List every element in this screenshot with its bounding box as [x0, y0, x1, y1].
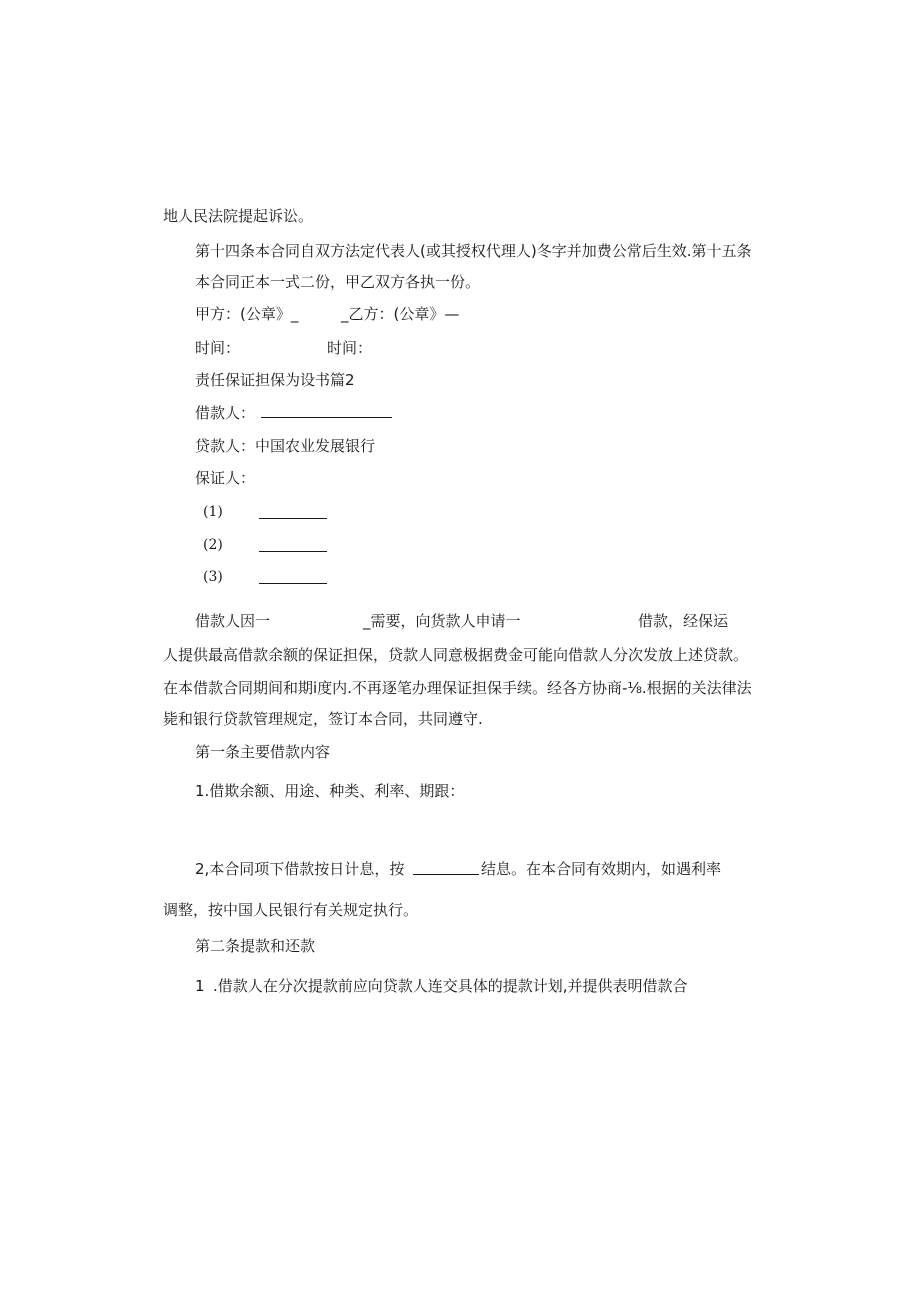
text-line-3: 本合同正本一式二份，甲乙双方各执一份。: [195, 273, 481, 291]
paragraph-line-2: 人提供最高借款余额的保证担保，贷款人同意极据费金可能向借款人分次发放上述贷款。: [163, 646, 749, 664]
guarantor-number-1: (1): [203, 504, 223, 520]
borrower-blank: [261, 403, 392, 418]
guarantor-blank-1: [259, 504, 327, 519]
article-1-item-2c: 调整，按中国人民银行有关规定执行。: [163, 901, 419, 919]
guarantor-number-3: (3): [203, 569, 223, 585]
borrower-label: 借款人：: [195, 404, 256, 422]
article-2-item-1-number: 1: [195, 977, 205, 995]
section-title: 责任保证担保为设书篇2: [195, 371, 355, 389]
interest-blank: [413, 860, 479, 875]
guarantor-label: 保证人：: [195, 469, 256, 487]
article-1-item-1: 1.借欺余额、用途、种类、利率、期跟：: [195, 782, 465, 800]
article-2-title: 第二条提款和还款: [195, 937, 316, 955]
party-b-seal: _乙方：(公章》—: [341, 305, 460, 323]
paragraph-line-1a: 借款人因一: [195, 612, 271, 630]
time-label-a: 时间：: [195, 339, 241, 357]
paragraph-line-1c: 借款，经保运: [638, 612, 729, 630]
article-1-item-2a: 2,本合同项下借款按日计息，按: [195, 860, 405, 878]
paragraph-line-1b: _需要，向货款人申请一: [363, 612, 521, 630]
guarantor-number-2: (2): [203, 537, 223, 553]
guarantor-blank-3: [259, 569, 327, 584]
lender-line: 贷款人：中国农业发展银行: [195, 437, 376, 455]
party-a-seal: 甲方：(公章》_: [195, 305, 299, 323]
paragraph-line-3: 在本借款合同期间和期i度内.不再逐笔办理保证担保手续。经各方协商-⅛.根据的关法律法: [163, 679, 752, 697]
paragraph-line-4: 毙和银行贷款管理规定，签订本合同，共同遵守.: [163, 710, 483, 728]
text-line-1: 地人民法院提起诉讼。: [163, 207, 314, 225]
article-1-item-2b: 结息。在本合同有效期内，如遇利率: [481, 860, 722, 878]
time-label-b: 时间：: [327, 339, 373, 357]
text-line-2: 第十四条本合同自双方法定代表人(或其授权代理人)冬字并加费公常后生效.第十五条: [195, 242, 752, 260]
article-1-title: 第一条主要借款内容: [195, 743, 331, 761]
article-2-item-1: .借款人在分次提款前应向贷款人连交具体的提款计划,并提供表明借款合: [213, 977, 688, 995]
guarantor-blank-2: [259, 537, 327, 552]
